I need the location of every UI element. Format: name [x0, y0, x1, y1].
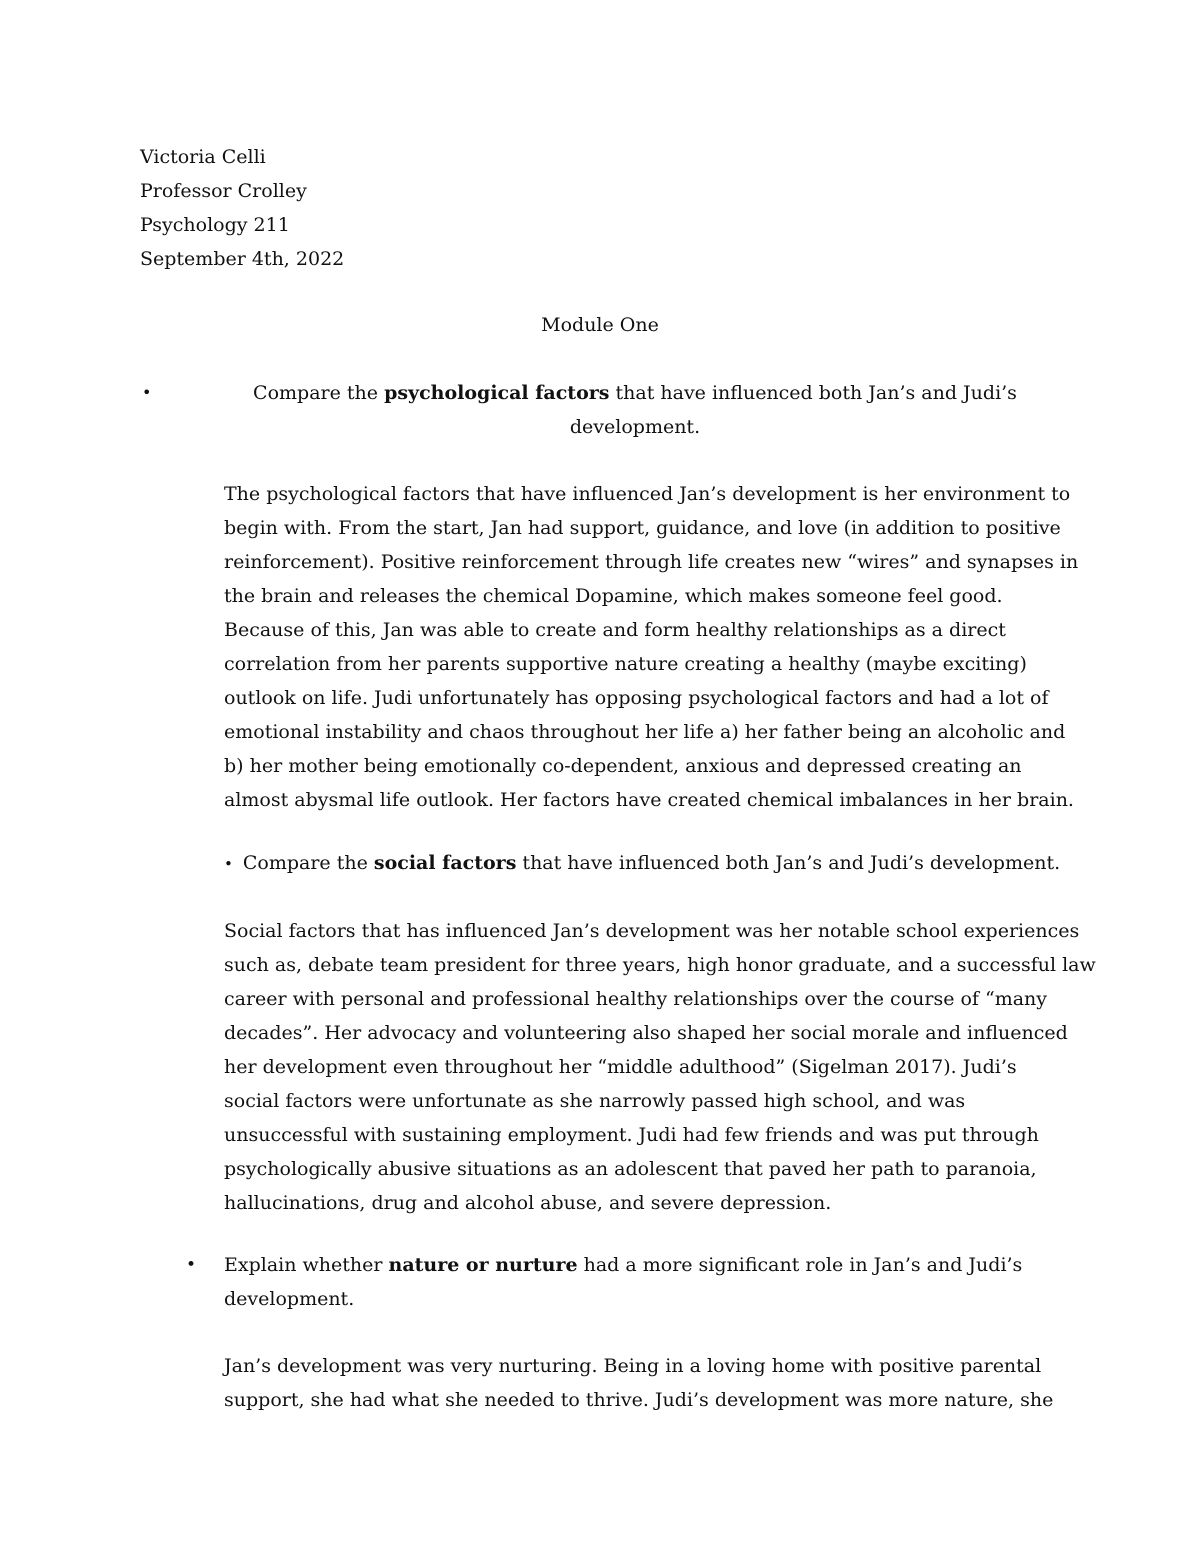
- question-text: Compare the: [242, 852, 374, 874]
- bullet-icon: •: [142, 383, 152, 402]
- document-date: September 4th, 2022: [140, 248, 345, 270]
- paragraph-line: almost abysmal life outlook. Her factors have created chemical imbalances in her brain.: [224, 789, 1074, 811]
- paragraph-line: correlation from her parents supportive nature creating a healthy (maybe exciting): [224, 653, 1027, 675]
- paragraph-line: decades”. Her advocacy and volunteering also shaped her social morale and influenced: [224, 1022, 1068, 1044]
- bullet-icon: •: [186, 1255, 197, 1275]
- paragraph-line: support, she had what she needed to thrive. Judi’s development was more nature, she: [224, 1389, 1054, 1411]
- paragraph-line: the brain and releases the chemical Dopamine, which makes someone feel good.: [224, 585, 1003, 607]
- question-psychological-factors: [240, 376, 1030, 444]
- paragraph-line: social factors were unfortunate as she narrowly passed high school, and was: [224, 1090, 966, 1112]
- paragraph-line: hallucinations, drug and alcohol abuse, and severe depression.: [224, 1192, 832, 1214]
- question-text: that have influenced both Jan’s and Judi’s development.: [516, 852, 1061, 874]
- document-header: [140, 140, 740, 276]
- course-name: Psychology 211: [140, 214, 290, 236]
- author-name: Victoria Celli: [140, 146, 266, 168]
- question-text: that have influenced both Jan’s and Judi’s: [609, 382, 1017, 404]
- paragraph-line: Social factors that has influenced Jan’s development was her notable school experiences: [224, 920, 1080, 942]
- document-title: Module One: [541, 314, 659, 336]
- paragraph-line: b) her mother being emotionally co-dependent, anxious and depressed creating an: [224, 755, 1022, 777]
- paragraph-line: The psychological factors that have influenced Jan’s development is her environment to: [224, 483, 1071, 505]
- paragraph-line: reinforcement). Positive reinforcement through life creates new “wires” and synapses in: [224, 551, 1079, 573]
- answer-social-factors: [224, 914, 1096, 1220]
- paragraph-line: career with personal and professional healthy relationships over the course of “many: [224, 988, 1048, 1010]
- paragraph-line: begin with. From the start, Jan had support, guidance, and love (in addition to positive: [224, 517, 1061, 539]
- paragraph-line: psychologically abusive situations as an adolescent that paved her path to paranoia,: [224, 1158, 1037, 1180]
- paragraph-line: such as, debate team president for three years, high honor graduate, and a successful law: [224, 954, 1096, 976]
- question-text: Compare the: [253, 382, 385, 404]
- question-text-line2: development.: [569, 416, 701, 438]
- paragraph-line: Jan’s development was very nurturing. Being in a loving home with positive parental: [224, 1355, 1042, 1377]
- question-text-line2: development.: [224, 1288, 355, 1310]
- answer-psychological-factors: [224, 477, 1079, 817]
- question-keyword: nature or nurture: [388, 1254, 578, 1276]
- question-text: Explain whether: [224, 1254, 389, 1276]
- question-social-factors: [224, 846, 1060, 881]
- paragraph-line: outlook on life. Judi unfortunately has opposing psychological factors and had a lot of: [224, 687, 1049, 709]
- answer-nature-nurture: [224, 1349, 1064, 1417]
- question-keyword: psychological factors: [384, 382, 610, 404]
- paragraph-line: her development even throughout her “middle adulthood” (Sigelman 2017). Judi’s: [224, 1056, 1017, 1078]
- question-nature-nurture: [224, 1248, 1044, 1316]
- paragraph-line: Because of this, Jan was able to create and form healthy relationships as a direct: [224, 619, 1006, 641]
- paragraph-line: emotional instability and chaos throughout her life a) her father being an alcoholic and: [224, 721, 1066, 743]
- bullet-icon: •: [224, 855, 233, 873]
- question-text: had a more significant role in Jan’s and Judi’s: [577, 1254, 1023, 1276]
- question-keyword: social factors: [373, 852, 517, 874]
- professor-name: Professor Crolley: [140, 180, 307, 202]
- paragraph-line: unsuccessful with sustaining employment. Judi had few friends and was put through: [224, 1124, 1039, 1146]
